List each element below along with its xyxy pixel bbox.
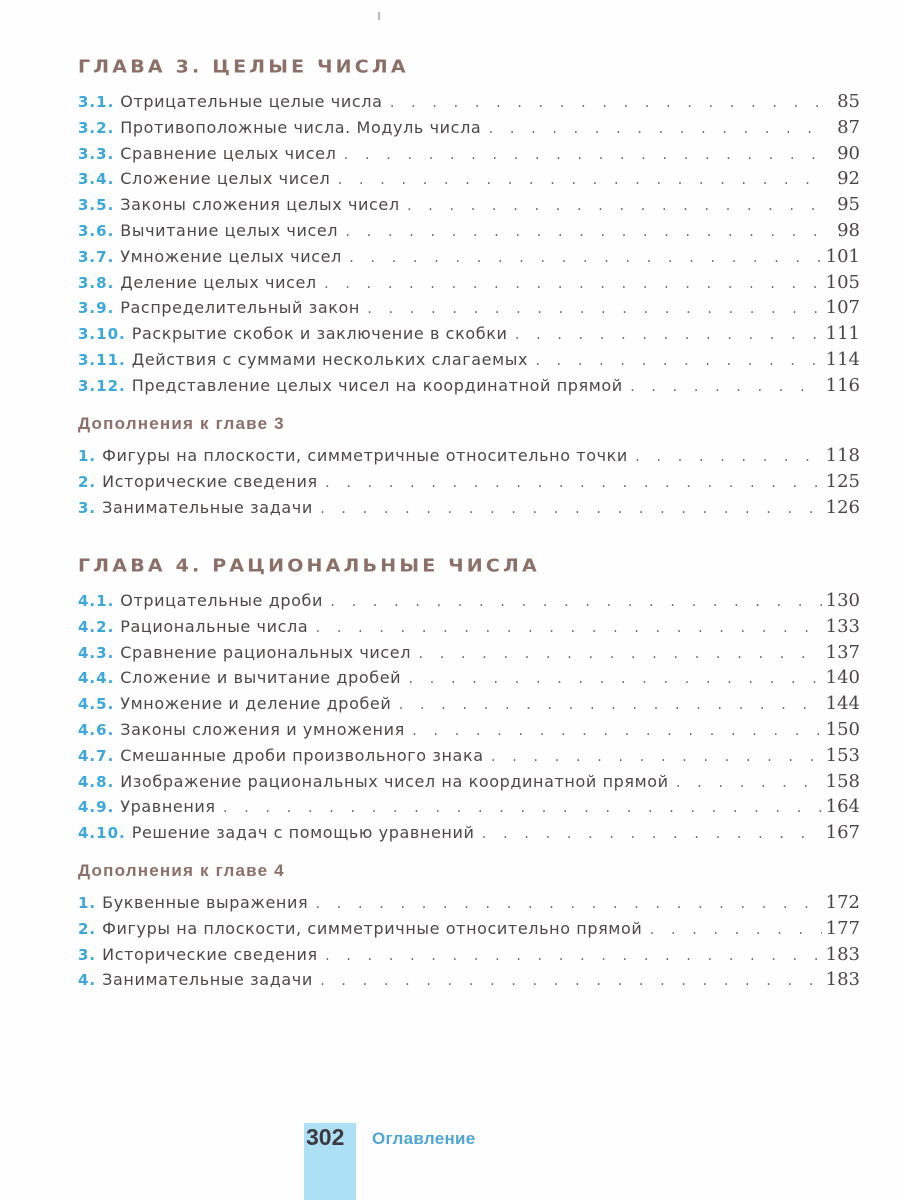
- section-number: 2.: [78, 472, 97, 491]
- page-reference: 90: [837, 142, 860, 164]
- toc-entry[interactable]: [78, 194, 860, 220]
- toc-entry[interactable]: [78, 91, 860, 117]
- section-number: 3.3.: [78, 144, 115, 163]
- section-title: Сравнение целых чисел: [120, 143, 337, 163]
- toc-entry[interactable]: [78, 297, 860, 323]
- toc-entry[interactable]: [78, 796, 860, 822]
- page-reference: 137: [825, 641, 860, 663]
- dot-leader: [480, 827, 821, 841]
- section-number: 3.8.: [78, 273, 115, 292]
- section-number: 3.: [78, 498, 97, 517]
- dot-leader: [397, 698, 821, 712]
- toc-entry[interactable]: [78, 693, 860, 719]
- section-title: Умножение целых чисел: [120, 246, 342, 266]
- dot-leader: [342, 148, 826, 162]
- section-title: Умножение и деление дробей: [120, 694, 392, 714]
- dot-leader: [319, 974, 822, 988]
- section-number: 4.6.: [78, 720, 115, 739]
- toc-entry[interactable]: [78, 375, 860, 401]
- toc-entry[interactable]: [78, 822, 860, 848]
- section-title: Сложение целых чисел: [120, 169, 331, 189]
- dot-leader: [222, 801, 822, 815]
- section-title: Решение задач с помощью уравнений: [131, 823, 475, 843]
- dot-leader: [336, 173, 826, 187]
- section-number: 4.2.: [78, 617, 115, 636]
- dot-leader: [366, 302, 822, 316]
- page-reference: 101: [825, 245, 860, 267]
- toc-entry[interactable]: [78, 168, 860, 194]
- toc-entry[interactable]: [78, 771, 860, 797]
- toc-entry[interactable]: [78, 117, 860, 143]
- page-reference: 183: [825, 969, 860, 991]
- page-reference: 133: [825, 615, 860, 637]
- section-title: Сложение и вычитание дробей: [120, 668, 402, 688]
- dot-leader: [675, 776, 822, 790]
- chapter-4-list: [78, 590, 860, 848]
- section-title: Вычитание целых чисел: [120, 220, 339, 240]
- section-number: 4.9.: [78, 798, 115, 817]
- dot-leader: [314, 621, 821, 635]
- section-title: Распределительный закон: [120, 298, 360, 318]
- toc-entry[interactable]: [78, 667, 860, 693]
- page-crease-mark: [378, 12, 380, 20]
- page-reference: 126: [825, 496, 860, 518]
- section-title: Сравнение рациональных чисел: [120, 642, 412, 662]
- page-reference: 153: [825, 744, 860, 766]
- dot-leader: [319, 502, 822, 516]
- page-reference: 98: [837, 219, 860, 241]
- dot-leader: [348, 251, 822, 265]
- page-reference: 150: [825, 718, 860, 740]
- page-reference: 164: [825, 796, 860, 818]
- section-title: Фигуры на плоскости, симметричные относительно точки: [102, 446, 628, 465]
- section-number: 4.5.: [78, 695, 115, 714]
- chapter-3-title: ГЛАВА 3. ЦЕЛЫЕ ЧИСЛА: [78, 56, 409, 78]
- dot-leader: [417, 647, 822, 661]
- dot-leader: [534, 354, 822, 368]
- toc-entry[interactable]: [78, 616, 860, 642]
- section-number: 1.: [78, 894, 97, 912]
- footer-section-title: Оглавление: [372, 1129, 476, 1148]
- page-reference: 125: [825, 470, 860, 492]
- page-reference: 140: [825, 667, 860, 689]
- section-title: Занимательные задачи: [102, 970, 313, 990]
- section-title: Занимательные задачи: [102, 497, 313, 517]
- section-title: Представление целых чисел на координатной прямой: [131, 375, 623, 395]
- dot-leader: [407, 672, 821, 686]
- dot-leader: [324, 476, 822, 490]
- page-reference: 114: [825, 348, 860, 370]
- section-number: 1.: [78, 447, 97, 465]
- page-reference: 167: [825, 822, 860, 844]
- toc-entry[interactable]: [78, 642, 860, 668]
- dot-leader: [323, 277, 822, 291]
- section-number: 4.7.: [78, 746, 115, 765]
- section-number: 3.2.: [78, 118, 115, 137]
- dot-leader: [406, 199, 826, 213]
- dot-leader: [629, 380, 822, 394]
- page-reference: 111: [825, 323, 860, 345]
- section-number: 3.: [78, 945, 97, 964]
- dot-leader: [344, 225, 826, 239]
- section-number: 3.11.: [78, 350, 126, 369]
- page-reference: 87: [837, 116, 860, 138]
- section-title: Раскрытие скобок и заключение в скобки: [131, 324, 508, 344]
- toc-entry[interactable]: [78, 892, 860, 918]
- page-reference: 183: [825, 943, 860, 965]
- toc-entry[interactable]: [78, 590, 860, 616]
- section-title: Отрицательные дроби: [120, 591, 323, 610]
- section-title: Отрицательные целые числа: [120, 92, 383, 111]
- dot-leader: [389, 96, 827, 110]
- section-title: Исторические сведения: [102, 944, 318, 964]
- section-title: Уравнения: [120, 797, 216, 817]
- page-reference: 92: [837, 168, 860, 190]
- section-number: 3.4.: [78, 170, 115, 189]
- toc-entry[interactable]: [78, 745, 860, 771]
- toc-entry[interactable]: [78, 349, 860, 375]
- toc-entry[interactable]: [78, 246, 860, 272]
- toc-entry[interactable]: [78, 471, 860, 497]
- section-number: 3.7.: [78, 247, 115, 266]
- dot-leader: [411, 724, 822, 738]
- section-number: 2.: [78, 919, 97, 938]
- page-reference: 172: [825, 892, 860, 913]
- dot-leader: [648, 923, 821, 937]
- page-reference: 116: [825, 374, 860, 396]
- section-title: Законы сложения и умножения: [120, 719, 405, 739]
- toc-entry[interactable]: [78, 445, 860, 471]
- section-number: 3.6.: [78, 221, 115, 240]
- section-title: Законы сложения целых чисел: [120, 195, 400, 215]
- page-reference: 85: [837, 91, 860, 112]
- dot-leader: [324, 949, 822, 963]
- footer-page-number: 302: [306, 1124, 345, 1150]
- section-title: Деление целых чисел: [120, 272, 317, 292]
- section-number: 3.12.: [78, 376, 126, 395]
- section-title: Буквенные выражения: [102, 893, 309, 912]
- page-reference: 158: [825, 770, 860, 792]
- section-number: 3.5.: [78, 196, 115, 215]
- toc-entry[interactable]: [78, 143, 860, 169]
- page-reference: 130: [825, 590, 860, 611]
- section-number: 4.: [78, 971, 97, 990]
- toc-entry[interactable]: [78, 272, 860, 298]
- supplement-3-list: [78, 445, 860, 522]
- section-number: 4.3.: [78, 643, 115, 662]
- supplement-4-list: [78, 892, 860, 995]
- supplement-3-title: Дополнения к главе 3: [78, 414, 285, 433]
- dot-leader: [490, 750, 822, 764]
- toc-entry[interactable]: [78, 220, 860, 246]
- section-title: Смешанные дроби произвольного знака: [120, 745, 484, 765]
- dot-leader: [487, 122, 826, 136]
- page-reference: 105: [825, 271, 860, 293]
- section-title: Изображение рациональных чисел на координатной прямой: [120, 771, 669, 791]
- dot-leader: [329, 595, 822, 609]
- dot-leader: [314, 897, 821, 911]
- section-number: 3.1.: [78, 93, 115, 111]
- toc-entry[interactable]: [78, 497, 860, 523]
- section-title: Исторические сведения: [102, 471, 318, 491]
- chapter-4-title: ГЛАВА 4. РАЦИОНАЛЬНЫЕ ЧИСЛА: [78, 555, 540, 577]
- page-reference: 95: [837, 194, 860, 216]
- page-reference: 177: [825, 917, 860, 939]
- section-number: 3.9.: [78, 299, 115, 318]
- section-title: Действия с суммами нескольких слагаемых: [131, 349, 529, 369]
- page-reference: 144: [825, 693, 860, 715]
- section-title: Фигуры на плоскости, симметричные относительно прямой: [102, 918, 643, 938]
- page-reference: 118: [825, 445, 860, 466]
- section-number: 4.4.: [78, 669, 115, 688]
- section-title: Противоположные числа. Модуль числа: [120, 117, 482, 137]
- chapter-3-list: [78, 91, 860, 401]
- section-number: 3.10.: [78, 325, 126, 344]
- section-number: 4.10.: [78, 824, 126, 843]
- section-title: Рациональные числа: [120, 616, 309, 636]
- toc-entry[interactable]: [78, 969, 860, 995]
- toc-entry[interactable]: [78, 719, 860, 745]
- section-number: 4.8.: [78, 772, 115, 791]
- dot-leader: [513, 328, 821, 342]
- dot-leader: [634, 450, 822, 464]
- toc-entry[interactable]: [78, 944, 860, 970]
- page-reference: 107: [825, 297, 860, 319]
- section-number: 4.1.: [78, 592, 115, 610]
- supplement-4-title: Дополнения к главе 4: [78, 861, 285, 880]
- toc-entry[interactable]: [78, 918, 860, 944]
- toc-entry[interactable]: [78, 323, 860, 349]
